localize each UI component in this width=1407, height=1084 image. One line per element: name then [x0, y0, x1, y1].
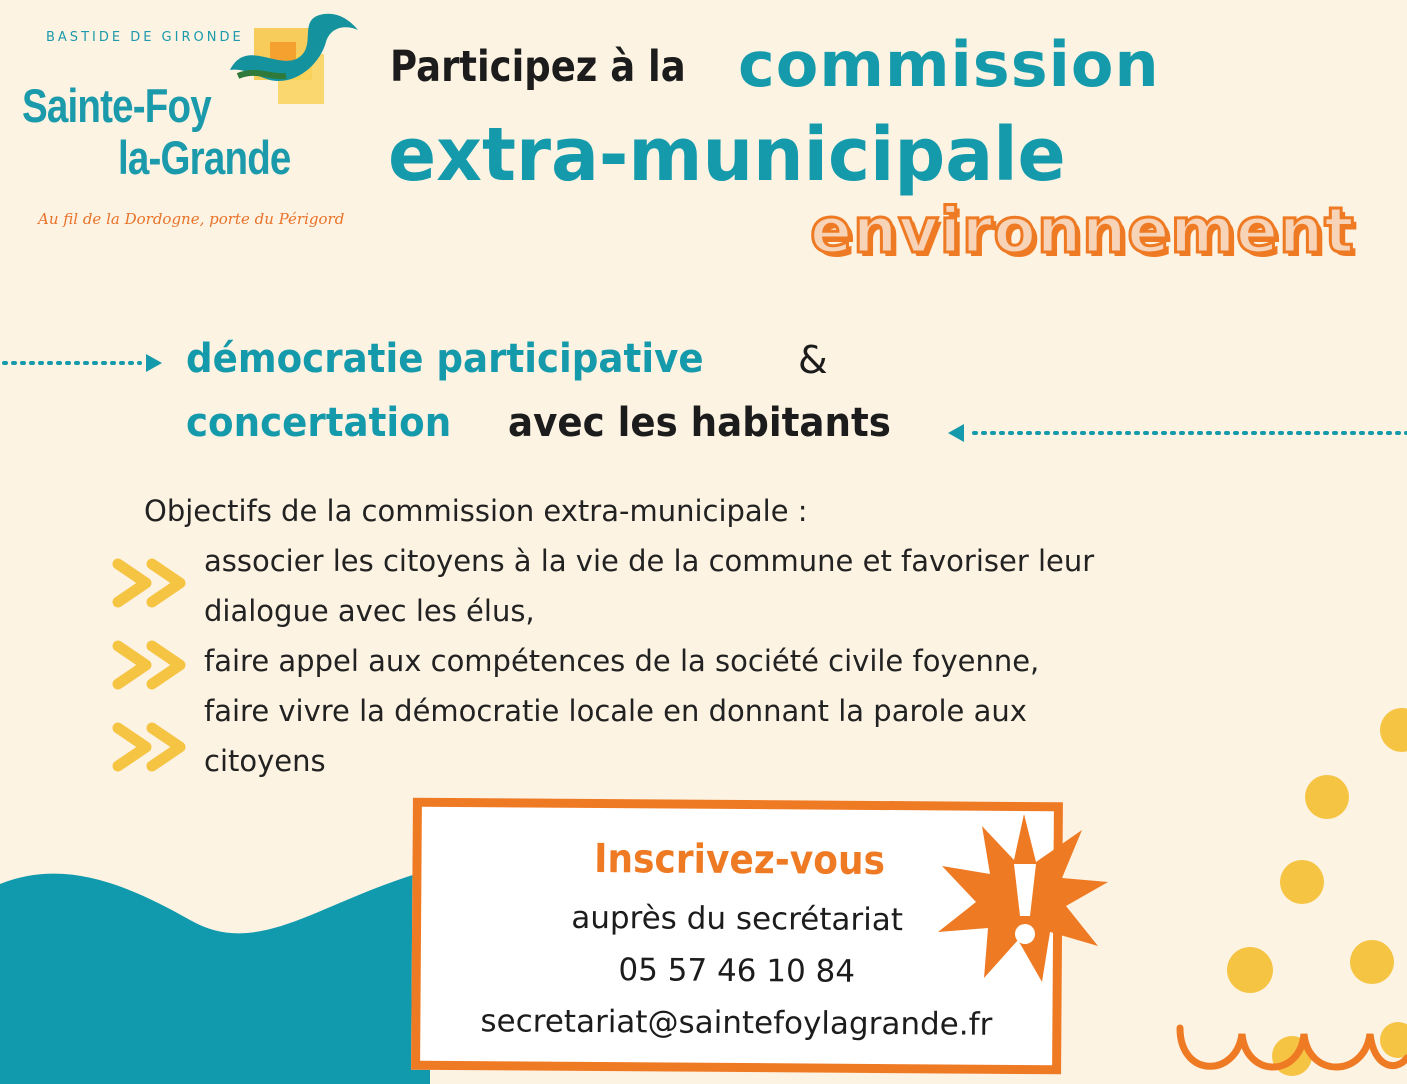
logo-name-line2: la-Grande: [118, 131, 291, 184]
title-commission: commission: [738, 28, 1160, 101]
orange-swirl-decoration: [1176, 1008, 1407, 1084]
signup-email[interactable]: secretariat@saintefoylagrande.fr: [480, 1003, 993, 1043]
signup-secretariat: auprès du secrétariat: [571, 899, 904, 939]
title-participez: Participez à la: [390, 42, 686, 92]
objectives-heading: Objectifs de la commission extra-municipale :: [144, 494, 808, 528]
signup-phone[interactable]: 05 57 46 10 84: [618, 952, 856, 990]
title-extra-municipale: extra-municipale: [388, 112, 1066, 198]
logo-emblem-icon: [226, 8, 366, 118]
subtitle-democratie: démocratie participative: [186, 336, 704, 382]
title-environnement: environnement: [810, 194, 1355, 267]
logo-name-line1: Sainte-Foy: [22, 79, 211, 132]
dotted-arrow-left-icon: [942, 420, 1407, 446]
chevron-double-right-icon: [112, 638, 192, 692]
subtitle-concertation: concertation: [186, 400, 452, 446]
signup-title: Inscrivez-vous: [593, 836, 886, 885]
dotted-arrow-right-icon: [0, 350, 170, 376]
exclamation-burst-icon: [932, 808, 1110, 988]
subtitle-ampersand: &: [798, 338, 828, 382]
teal-wave-decoration: [0, 850, 430, 1084]
objective-line: associer les citoyens à la vie de la commune et favoriser leur: [204, 544, 1095, 578]
objective-line: faire vivre la démocratie locale en donnant la parole aux: [204, 694, 1027, 728]
chevron-double-right-icon: [112, 556, 192, 610]
objective-line: citoyens: [204, 744, 326, 778]
objective-line: faire appel aux compétences de la société civile foyenne,: [204, 644, 1040, 678]
objective-line: dialogue avec les élus,: [204, 594, 535, 628]
subtitle-habitants: avec les habitants: [508, 400, 891, 446]
logo-tagline: BASTIDE DE GIRONDE: [46, 30, 244, 45]
logo-motto: Au fil de la Dordogne, porte du Périgord: [38, 210, 345, 228]
chevron-double-right-icon: [112, 720, 192, 774]
